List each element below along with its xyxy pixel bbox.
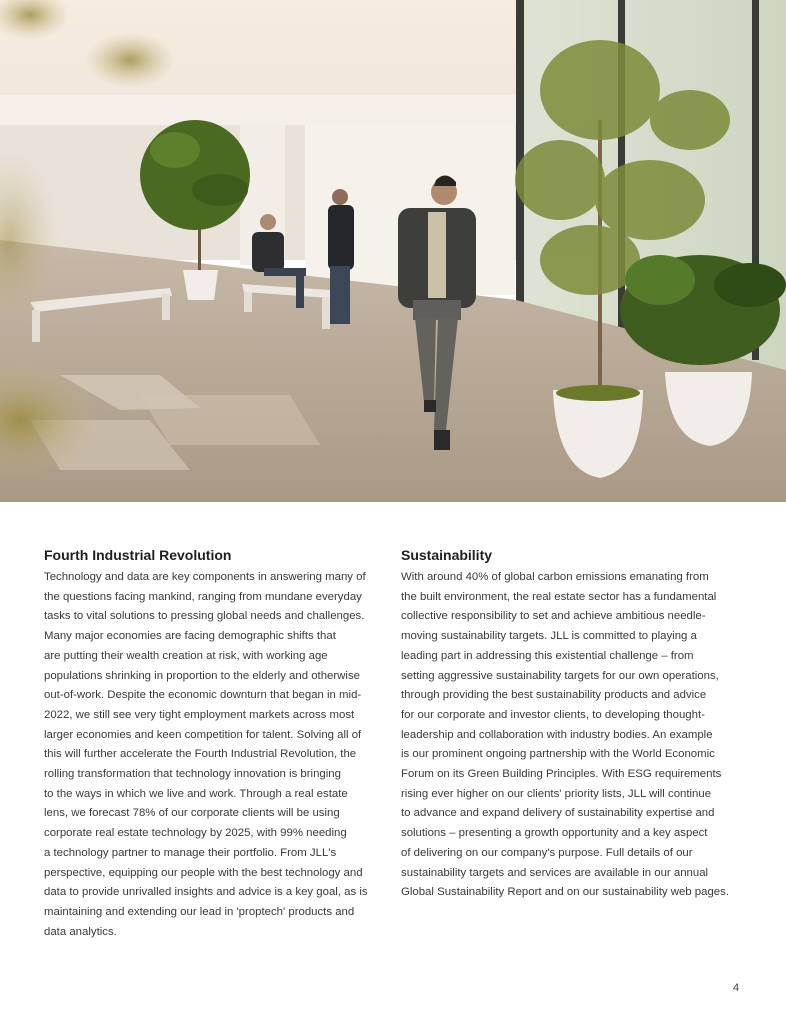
body-line: moving sustainability targets. JLL is committed to playing a [401,630,697,643]
body-line: through providing the best sustainability products and advice [401,689,707,702]
body-line: to the ways in which we live and work. Through a real estate [44,787,348,800]
body-line: is our prominent ongoing partnership with the World Economic [401,748,715,761]
body-line: perspective, equipping our people with the best technology and [44,866,363,879]
body-line: 2022, we still see very tight employment markets across most [44,708,355,721]
page-number: 4 [733,982,740,994]
body-line: the built environment, the real estate sector has a fundamental [401,590,717,603]
body-line: of delivering on our company's purpose. Full details of our [401,846,693,859]
body-line: rolling transformation that technology innovation is bringing [44,768,341,781]
body-line: leading part in addressing this existential challenge – from [401,649,694,662]
body-line: Forum on its Green Building Principles. With ESG requirements [401,768,722,781]
body-line: to advance and expand delivery of sustainability expertise and [401,807,715,820]
body-line: setting aggressive sustainability targets for our own operations, [401,669,719,682]
office-lobby-illustration [0,0,786,502]
body-line: With around 40% of global carbon emissions emanating from [401,571,709,583]
body-line: lens, we forecast 78% of our corporate clients will be using [44,807,340,820]
fourth-industrial-revolution-section [44,546,384,942]
body-line: Many major economies are facing demographic shifts that [44,630,336,643]
body-line: larger economies and keen competition for talent. Solving all of [44,728,362,741]
body-line: sustainability targets and services are available in our annual [401,866,709,879]
body-line: collective responsibility to set and achieve ambitious needle- [401,610,706,623]
body-line: Global Sustainability Report and on our sustainability web pages. [401,886,729,899]
body-line: leadership and collaboration with industry bodies. An example [401,728,713,741]
section-heading: Fourth Industrial Revolution [44,547,232,563]
body-line: for our corporate and investor clients, to developing thought- [401,708,705,721]
body-line: maintaining and extending our lead in 'proptech' products and [44,905,355,918]
body-line: the questions facing mankind, ranging from mundane everyday [44,590,362,603]
body-line: rising ever higher on our clients' priority lists, JLL will continue [401,787,712,800]
body-line: out-of-work. Despite the economic downturn that began in mid- [44,689,362,702]
section-heading: Sustainability [401,547,493,563]
body-line: Technology and data are key components in answering many of [44,571,366,583]
body-line: a technology partner to manage their portfolio. From JLL's [44,846,337,859]
body-line: corporate real estate technology by 2025, with 99% needing [44,827,347,840]
hero-photo [0,0,786,502]
body-line: this will further accelerate the Fourth Industrial Revolution, the [44,748,357,761]
sustainability-section [401,546,746,903]
body-line: are putting their wealth creation at risk, with working age [44,649,328,662]
body-line: tasks to vital solutions to pressing global needs and challenges. [44,610,365,623]
body-line: data analytics. [44,925,117,938]
body-line: populations shrinking in proportion to the elderly and otherwise [44,669,360,682]
section-body [401,568,746,903]
section-body [44,568,384,942]
body-line: solutions – presenting a growth opportunity and a key aspect [401,827,708,840]
body-line: data to provide unrivalled insights and advice is a key goal, as is [44,886,368,899]
